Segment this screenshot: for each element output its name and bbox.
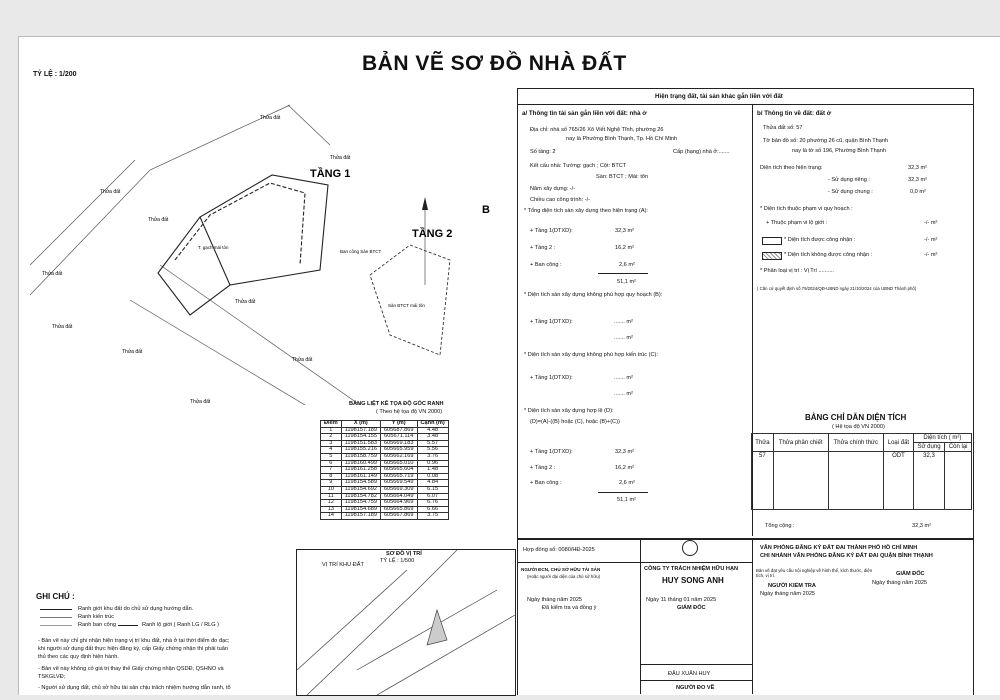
coord-cell: 3.48 <box>417 434 448 441</box>
location-inset <box>296 549 516 696</box>
coord-cell: 605664.049 <box>380 493 417 500</box>
coord-cell: 3.76 <box>417 453 448 460</box>
th: Sử dụng <box>913 443 945 452</box>
coord-cell: 1198154.689 <box>341 506 380 513</box>
plan-text: Thửa đất <box>42 271 63 277</box>
note-line: - Bản vẽ này không có giá trị thay thế Giấy chứng nhận QSDĐ, QSHNO và <box>38 666 224 672</box>
cell <box>828 452 884 510</box>
director2-date: Ngày tháng năm 2025 <box>872 580 928 586</box>
cell: 32,3 <box>913 452 945 510</box>
inset-scale: TỶ LỆ : 1/500 <box>380 558 415 564</box>
coord-cell: 11 <box>321 493 342 500</box>
coord-cell: 1198155.216 <box>341 447 380 454</box>
coord-cell: 2 <box>321 434 342 441</box>
coord-table-title: BẢNG LIỆT KÊ TỌA ĐỘ GÓC RANH <box>349 401 444 407</box>
coord-header: Cạnh (m) <box>417 421 448 428</box>
plan-label: TẦNG 2 <box>412 228 453 240</box>
coord-cell: 0.08 <box>417 473 448 480</box>
coord-cell: 1198151.583 <box>341 440 380 447</box>
row-value: 2,6 m² <box>619 262 635 268</box>
cell: ODT <box>884 452 914 510</box>
parcel-boundary <box>158 175 328 315</box>
legend-swatch-hatched <box>762 252 782 260</box>
company-logo-icon <box>682 540 698 556</box>
row-label: + Tầng 1(DTXD): <box>530 319 573 325</box>
coord-cell: 1198161.258 <box>341 467 380 474</box>
coord-cell: 1198158.759 <box>341 453 380 460</box>
c-title: * Diện tích sàn xây dựng không phù hợp kiến trúc (C): <box>524 352 658 358</box>
address-line: nay là Phường Bình Thạnh, Tp. Hồ Chí Minh <box>566 136 678 142</box>
cell: 57 <box>752 452 774 510</box>
area-table <box>751 433 972 510</box>
th: Loại đất <box>884 434 914 452</box>
b-title: * Diện tích sàn xây dựng không phù hợp quy hoạch (B): <box>524 292 663 298</box>
coord-cell: 605665.604 <box>380 467 417 474</box>
coord-cell: 605671.114 <box>380 434 417 441</box>
th: Thửa phân chiết <box>773 434 828 452</box>
north-label: B <box>482 204 490 216</box>
legend-swatch <box>762 237 782 245</box>
owner-note: Đã kiểm tra và đồng ý <box>542 605 597 611</box>
coord-cell: 6.76 <box>417 500 448 507</box>
coord-cell: 605665.719 <box>380 473 417 480</box>
note-line: - Bản vẽ này chỉ ghi nhận hiện trạng vị trí khu đất, nhà ở tại thời điểm đo đạc; <box>38 638 230 644</box>
th: Diện tích ( m²) <box>913 434 971 443</box>
area-table-title: BẢNG CHỈ DẪN DIỆN TÍCH <box>805 413 907 422</box>
section-b-title: b/ Thông tin về đất: đất ở <box>757 110 832 117</box>
coord-cell: 6.66 <box>417 506 448 513</box>
owner-title: NGƯỜI ĐCN, CHỦ SỞ HỮU TÀI SẢN <box>521 567 601 572</box>
site-plan <box>30 85 510 405</box>
note-line: thủ theo các quy định hiện hành. <box>38 654 119 660</box>
plan-text: Thửa đất <box>148 217 169 223</box>
year: Năm xây dựng: -/- <box>530 186 576 192</box>
coord-cell: 605665.959 <box>380 447 417 454</box>
scale-label: TỶ LỆ : 1/200 <box>33 71 77 78</box>
coord-cell: 6 <box>321 460 342 467</box>
inset-label: VỊ TRÍ KHU ĐẤT <box>322 562 364 568</box>
coord-cell: 10 <box>321 486 342 493</box>
coord-cell: 605669.549 <box>380 480 417 487</box>
notok-value: -/- m² <box>924 252 938 258</box>
coord-cell: 4.48 <box>417 427 448 434</box>
sum: ....... m² <box>614 391 633 397</box>
coord-cell: 0.96 <box>417 460 448 467</box>
surveyor-title: NGƯỜI ĐO VẼ <box>676 685 715 691</box>
height: Chiều cao công trình: -/- <box>530 197 591 203</box>
page-title: BẢN VẼ SƠ ĐỒ NHÀ ĐẤT <box>362 52 627 75</box>
cell <box>773 452 828 510</box>
road-edge <box>288 105 330 145</box>
coord-cell: 6.07 <box>417 493 448 500</box>
coord-cell: 1198160.499 <box>341 460 380 467</box>
coord-cell: 1198154.759 <box>341 500 380 507</box>
d-formula: (D)=(A)-((B) hoặc (C), hoặc (B)+(C)) <box>530 419 620 425</box>
coord-cell: 1198154.589 <box>341 480 380 487</box>
row-value: 16,2 m² <box>615 245 634 251</box>
th: Thửa chính thức <box>828 434 884 452</box>
area-table-subtitle: ( Hệ tọa độ VN 2000) <box>832 424 885 430</box>
company-name-main: HUY SONG ANH <box>662 576 724 585</box>
coord-cell: 3 <box>321 440 342 447</box>
plan-text: Thửa đất <box>190 399 211 405</box>
note-line: - Người sử dụng đất, chủ sở hữu tài sản chịu trách nhiệm hướng dẫn ranh, tổ <box>38 685 231 691</box>
coord-cell: 605665.010 <box>380 460 417 467</box>
contract-no: Hợp đồng số: 0080/HĐ-2025 <box>523 547 595 553</box>
grade: Cấp (hạng) nhà ở:....... <box>673 149 730 155</box>
row-value: ....... m² <box>614 319 633 325</box>
law-ref: ( Căn cứ quyết định số 79/2024/QĐ-UBND ngày 21/10/2024 của UBND Thành phố) <box>757 286 917 291</box>
area-value: 0,0 m² <box>910 189 926 195</box>
owner-sub: (Hoặc người đại diện của chủ sở hữu) <box>527 574 601 579</box>
coord-cell: 5.57 <box>417 440 448 447</box>
structure: Sàn: BTCT ; Mái: tôn <box>596 174 649 180</box>
floor2-outline <box>370 245 450 355</box>
coord-cell: 1198154.692 <box>341 486 380 493</box>
area-value: 32,3 m² <box>908 177 927 183</box>
lg-label: + Thuộc phạm vi lộ giới : <box>766 220 828 226</box>
road-edge <box>30 105 290 295</box>
area-label: Diện tích theo hiện trạng: <box>760 165 823 171</box>
coord-cell: 605662.169 <box>380 453 417 460</box>
row-label: + Tầng 2 : <box>530 465 556 471</box>
ok-value: -/- m² <box>924 237 938 243</box>
floors: Số tầng: 2 <box>530 149 556 155</box>
director2-title: GIÁM ĐỐC <box>896 571 925 577</box>
row-label: + Tầng 1(DTXD): <box>530 228 573 234</box>
coord-cell: 5 <box>321 453 342 460</box>
coord-cell: 14 <box>321 513 342 520</box>
inset-map <box>297 550 515 695</box>
coord-cell: 1198157.189 <box>341 427 380 434</box>
area-label: - Sử dụng riêng : <box>828 177 870 183</box>
sum: 51,1 m² <box>617 497 636 503</box>
legend-item: Ranh giới khu đất do chủ sử dụng hướng dẫn. <box>78 606 194 612</box>
coord-cell: 1.48 <box>417 467 448 474</box>
coord-cell: 605667.869 <box>380 513 417 520</box>
structure: Kết cấu nhà: Tường: gạch ; Cột: BTCT <box>530 163 627 169</box>
road-edge <box>130 300 330 405</box>
address-line: Địa chỉ: nhà số 765/26 Xô Viết Nghệ Tĩnh, phường 26 <box>530 127 664 133</box>
ok-label: * Diện tích được công nhận : <box>784 237 856 243</box>
plan-title: * Diện tích thuộc phạm vi quy hoạch : <box>760 206 853 212</box>
total-value: 32,3 m² <box>912 523 931 529</box>
checker-title: NGƯỜI KIỂM TRA <box>768 583 816 589</box>
map-sheet: nay là tờ số 196, Phường Bình Thạnh <box>792 148 887 154</box>
coord-cell: 4.84 <box>417 480 448 487</box>
total-title: * Tổng diện tích sàn xây dựng theo hiện trạng (A): <box>524 208 648 214</box>
row-label: + Ban công : <box>530 480 562 486</box>
house-outline <box>200 217 230 285</box>
sum: 51,1 m² <box>617 279 636 285</box>
coord-header: X (m) <box>341 421 380 428</box>
coord-cell: 605665.869 <box>380 506 417 513</box>
inset-title: SƠ ĐỒ VỊ TRÍ <box>386 551 422 557</box>
row-label: + Ban công : <box>530 262 562 268</box>
section-a-title: a/ Thông tin tài sản gắn liền với đất: nhà ở <box>522 110 647 117</box>
director-title: GIÁM ĐỐC <box>677 605 706 611</box>
coord-cell: 605669.183 <box>380 440 417 447</box>
office-branch: CHI NHÁNH VĂN PHÒNG ĐĂNG KÝ ĐẤT ĐAI QUẬN BÌNH THẠNH <box>760 553 933 559</box>
plan-text: Thửa đất <box>260 115 281 121</box>
coord-table-subtitle: ( Theo hệ tọa độ VN 2000) <box>376 409 443 415</box>
coord-cell: 3.75 <box>417 513 448 520</box>
total-label: Tổng cộng : <box>765 523 795 529</box>
coord-cell: 1 <box>321 427 342 434</box>
parcel: Thửa đất số: 57 <box>763 125 803 131</box>
legend-item: Ranh kiến trúc <box>78 614 115 620</box>
th: Thửa <box>752 434 774 452</box>
lg-value: -/- m² <box>924 220 938 226</box>
coord-cell: 13 <box>321 506 342 513</box>
plan-text: Thửa đất <box>330 155 351 161</box>
row-label: + Tầng 1(DTXD): <box>530 375 573 381</box>
coord-cell: 605687.869 <box>380 427 417 434</box>
row-value: 2,6 m² <box>619 480 635 486</box>
plan-label: TẦNG 1 <box>310 168 351 180</box>
row-label: + Tầng 1(DTXD): <box>530 449 573 455</box>
panel-header: Hiện trạng đất, tài sản khác gắn liền với đất <box>655 93 783 100</box>
area-label: - Sử dụng chung : <box>828 189 873 195</box>
d-title: * Diện tích sàn xây dựng hợp lệ (D): <box>524 408 614 414</box>
notok-label: * Diện tích không được công nhận : <box>784 252 873 258</box>
plan-text: Thửa đất <box>235 299 256 305</box>
plan-text: Thửa đất <box>292 357 313 363</box>
coord-cell: 605664.969 <box>380 500 417 507</box>
coord-cell: 1198161.149 <box>341 473 380 480</box>
checker-date: Ngày tháng năm 2025 <box>760 591 816 597</box>
north-arrow-icon <box>422 197 428 210</box>
plan-text: Thửa đất <box>100 189 121 195</box>
coord-cell: 1198154.782 <box>341 493 380 500</box>
coord-cell: 6.15 <box>417 486 448 493</box>
row-value: 32,3 m² <box>615 449 634 455</box>
room-label: Ban công Sàn BTCT <box>340 249 382 254</box>
road-edge <box>30 160 135 265</box>
coord-cell: 1198154.155 <box>341 434 380 441</box>
coord-cell: 4 <box>321 447 342 454</box>
coord-cell: 1198157.189 <box>341 513 380 520</box>
area-value: 32,3 m² <box>908 165 927 171</box>
coord-cell: 7 <box>321 467 342 474</box>
cell <box>945 452 972 510</box>
row-value: 16,2 m² <box>615 465 634 471</box>
company-date: Ngày 11 tháng 01 năm 2025 <box>646 597 717 603</box>
coord-header: Y (m) <box>380 421 417 428</box>
row-value: ....... m² <box>614 375 633 381</box>
coord-header: Điểm <box>321 421 342 428</box>
row-value: 32,3 m² <box>615 228 634 234</box>
map-sheet: Tờ bản đồ số: 20 phường 26 cũ, quận Bình Thạnh <box>763 138 889 144</box>
company-name: CÔNG TY TRÁCH NHIỆM HỮU HẠN <box>644 566 739 572</box>
table-row <box>321 513 449 520</box>
room-label: T. gạch mái tôn <box>198 245 229 250</box>
note-line: TSKGLVĐ; <box>38 674 66 680</box>
room-label: Sàn BTCT mái tôn <box>388 303 425 308</box>
office-name: VĂN PHÒNG ĐĂNG KÝ ĐẤT ĐAI THÀNH PHỐ HỒ CHÍ MINH <box>760 545 918 551</box>
owner-date: Ngày tháng năm 2025 <box>527 597 583 603</box>
legend-item: Ranh ban công <box>78 622 116 628</box>
coord-cell: 5.56 <box>417 447 448 454</box>
th: Còn lại <box>945 443 972 452</box>
plan-text: Thửa đất <box>52 324 73 330</box>
location-class: * Phân loại vị trí : Vị Trí .......... <box>760 268 834 274</box>
coord-cell: 9 <box>321 480 342 487</box>
sum: ....... m² <box>614 335 633 341</box>
checker-note: Bản vẽ đạt yêu cầu nội nghiệp về hình thể, kích thước, diện tích, vị trí. <box>756 568 873 578</box>
legend-item: Ranh lộ giới ( Ranh LG / RLG ) <box>142 622 220 628</box>
coord-cell: 12 <box>321 500 342 507</box>
row-label: + Tầng 2 : <box>530 245 556 251</box>
coord-cell: 605669.309 <box>380 486 417 493</box>
note-line: khi người sử dụng đất thực hiện đăng ký, cấp Giấy chứng nhận thì phải tuân <box>38 646 228 652</box>
coord-cell: 8 <box>321 473 342 480</box>
coord-table <box>320 420 449 520</box>
plan-text: Thửa đất <box>122 349 143 355</box>
notes-title: GHI CHÚ : <box>36 592 75 601</box>
road-edge <box>160 265 360 405</box>
surveyor-name: ĐẬU XUÂN HUY <box>668 671 711 677</box>
